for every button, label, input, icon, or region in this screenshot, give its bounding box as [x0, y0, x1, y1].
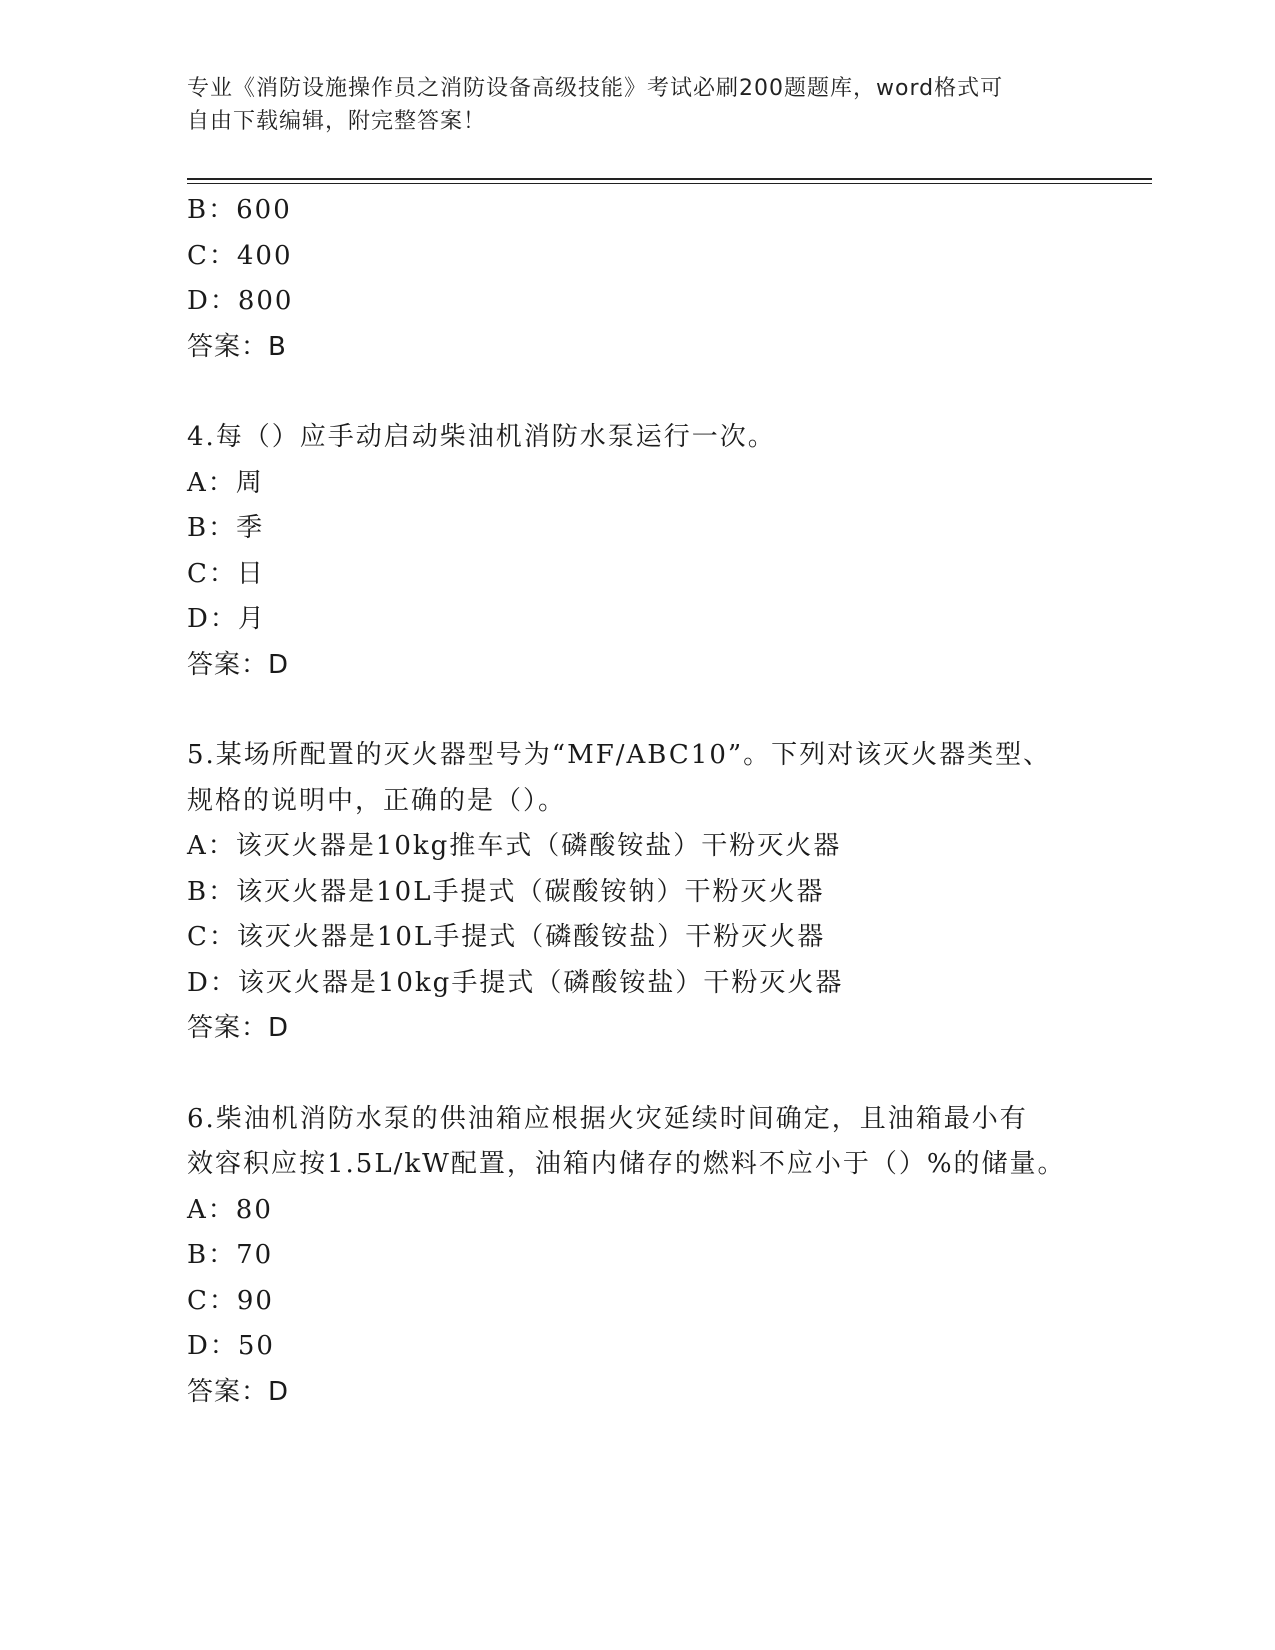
option-a: A：80 [187, 1194, 273, 1225]
header-title-line-1: 专业《消防设施操作员之消防设备高级技能》考试必刷200题题库，word格式可 [187, 76, 1004, 101]
option-b: B：该灭火器是10L手提式（碳酸铵钠）干粉灭火器 [187, 876, 825, 907]
answer-line: 答案：D [187, 1376, 290, 1407]
option-c: C：400 [187, 240, 293, 271]
question-spacer [187, 1052, 1077, 1097]
document-header [187, 72, 1067, 138]
question-stem-line-1: 5.某场所配置的灭火器型号为“MF/ABC10”。下列对该灭火器类型、 [187, 740, 1052, 770]
header-divider-thin [187, 183, 1152, 184]
question-stem-line-2: 效容积应按1.5L/kW配置，油箱内储存的燃料不应小于（）%的储量。 [187, 1149, 1066, 1179]
option-c: C：该灭火器是10L手提式（磷酸铵盐）干粉灭火器 [187, 922, 826, 952]
question-list [187, 188, 1077, 1415]
option-c: C：日 [187, 558, 265, 589]
option-b: B：季 [187, 513, 265, 543]
header-divider-thick [187, 178, 1152, 180]
option-d: D：50 [187, 1331, 275, 1361]
option-a: A：周 [187, 467, 264, 498]
answer-line: 答案：D [187, 649, 290, 680]
question-5 [187, 733, 1077, 1052]
option-d: D：月 [187, 604, 266, 634]
option-d: D：800 [187, 286, 294, 316]
question-stem: 4.每（）应手动启动柴油机消防水泵运行一次。 [187, 422, 776, 452]
answer-line: 答案：D [187, 1013, 290, 1043]
question-spacer [187, 688, 1077, 733]
answer-line: 答案：B [187, 331, 287, 362]
question-4 [187, 415, 1077, 688]
option-d: D：该灭火器是10kg手提式（磷酸铵盐）干粉灭火器 [187, 967, 844, 998]
question-3-tail [187, 188, 1077, 370]
question-spacer [187, 370, 1077, 415]
option-b: B：600 [187, 195, 292, 225]
question-6 [187, 1097, 1077, 1416]
question-stem-line-1: 6.柴油机消防水泵的供油箱应根据火灾延续时间确定，且油箱最小有 [187, 1103, 1028, 1134]
question-stem-line-2: 规格的说明中，正确的是（）。 [187, 785, 567, 816]
header-title-line-2: 自由下载编辑，附完整答案！ [187, 109, 487, 134]
option-c: C：90 [187, 1285, 274, 1316]
option-a: A：该灭火器是10kg推车式（磷酸铵盐）干粉灭火器 [187, 831, 842, 861]
option-b: B：70 [187, 1240, 274, 1270]
